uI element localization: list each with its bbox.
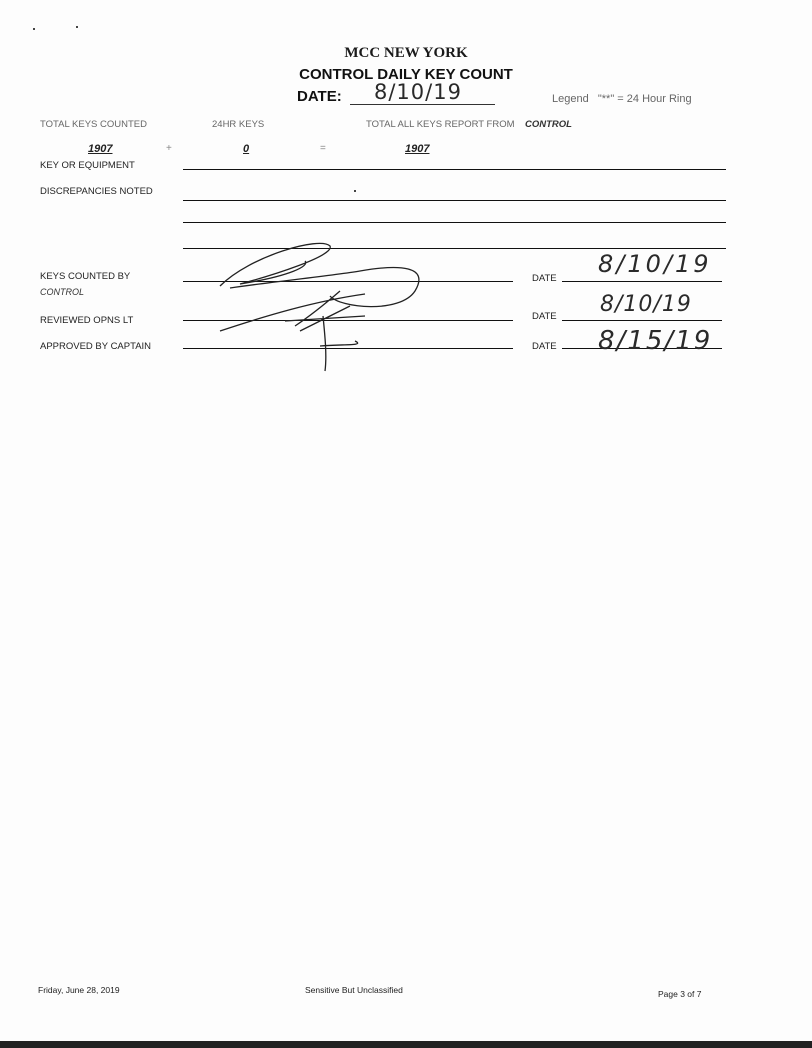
key-or-equipment-line[interactable]	[183, 169, 726, 170]
date-label-2: DATE	[532, 311, 557, 322]
key-or-equipment-label: KEY OR EQUIPMENT	[40, 160, 135, 171]
date-label-3: DATE	[532, 341, 557, 352]
plus-sign: +	[166, 143, 172, 154]
scan-speck	[76, 26, 78, 28]
equals-sign: =	[320, 143, 326, 154]
date-underline	[350, 104, 495, 105]
handwritten-date-1: 8/10/19	[598, 250, 712, 278]
handwritten-date-3: 8/15/19	[598, 326, 713, 356]
total-keys-counted-header: TOTAL KEYS COUNTED	[40, 119, 147, 130]
scan-speck	[33, 28, 35, 30]
total-all-keys-value: 1907	[405, 143, 430, 155]
footer-classification: Sensitive But Unclassified	[305, 985, 403, 995]
24hr-keys-value: 0	[243, 143, 250, 155]
legend: Legend "**" = 24 Hour Ring	[552, 93, 692, 105]
signature-reviewed	[215, 286, 415, 376]
scan-speck	[354, 190, 356, 192]
footer-date: Friday, June 28, 2019	[38, 985, 120, 995]
date-line-2[interactable]	[562, 320, 722, 321]
discrepancies-line-1[interactable]	[183, 200, 726, 201]
scan-edge	[0, 1041, 812, 1048]
form-title: CONTROL DAILY KEY COUNT	[299, 66, 513, 83]
handwritten-date: 8/10/19	[374, 80, 462, 104]
date-line-1[interactable]	[562, 281, 722, 282]
report-from-value: CONTROL	[525, 119, 572, 130]
date-label-1: DATE	[532, 273, 557, 284]
date-label: DATE:	[297, 88, 342, 105]
facility-title: MCC NEW YORK	[344, 45, 468, 61]
total-keys-value: 1907	[88, 143, 113, 155]
keys-counted-by-label: KEYS COUNTED BY	[40, 271, 131, 282]
footer-page-number: Page 3 of 7	[658, 989, 702, 999]
approved-label: APPROVED BY CAPTAIN	[40, 341, 152, 352]
discrepancies-label: DISCREPANCIES NOTED	[40, 186, 153, 197]
keys-counted-by-sub: CONTROL	[40, 287, 85, 297]
reviewed-label: REVIEWED OPNS LT	[40, 315, 134, 326]
discrepancies-line-2[interactable]	[183, 222, 726, 223]
handwritten-date-2: 8/10/19	[600, 292, 692, 317]
total-all-keys-header: TOTAL ALL KEYS REPORT FROM	[366, 119, 515, 130]
24hr-keys-header: 24HR KEYS	[212, 119, 265, 130]
